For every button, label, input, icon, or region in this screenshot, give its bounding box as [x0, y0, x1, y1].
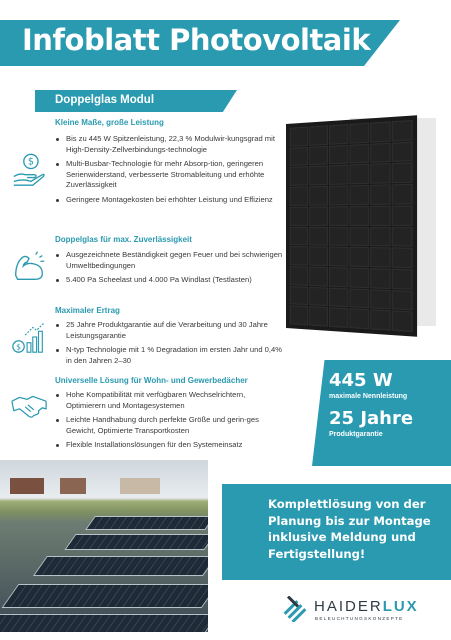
list-item: Hohe Kompatibilität mit verfügbaren Wechselrichtern, Optimierern und Montagesystemen — [55, 390, 285, 411]
promo-text: Komplettlösung von der Planung bis zur Montage inklusive Meldung und Fertigstellung! — [268, 497, 431, 561]
logo-wordmark — [314, 598, 419, 615]
svg-text:$: $ — [16, 342, 21, 352]
logo-name-part1: HAIDER — [314, 598, 383, 615]
list-item: 25 Jahre Produktgarantie auf die Verarbeitung und 30 Jahre Leistungsgarantie — [55, 320, 285, 341]
list-item: N-typ Technologie mit 1 % Degradation im ersten Jahr und 0,4% in den Jahren 2–30 — [55, 345, 285, 366]
hand-money-icon — [10, 150, 48, 188]
section-title-yield: Maximaler Ertrag — [55, 306, 120, 315]
pv-row — [0, 614, 208, 632]
rooftop-photo — [0, 460, 208, 632]
section-list-reliability — [55, 250, 285, 290]
strong-arm-icon — [10, 247, 48, 285]
list-item: Flexible Installationslösungen für den Systemeinsatz — [55, 440, 285, 451]
power-label: maximale Nennleistung — [329, 393, 408, 400]
list-item: Leichte Handhabung durch perfekte Größe und gerin-ges Gewicht, Optimierte Transportkosten — [55, 415, 285, 436]
pv-row — [2, 584, 208, 608]
page-title: Infoblatt Photovoltaik — [22, 23, 371, 57]
list-item: 5.400 Pa Scheelast und 4.000 Pa Windlast (Testlasten) — [55, 275, 285, 286]
section-list-size-power — [55, 134, 285, 210]
solar-panel-image — [286, 115, 417, 336]
warranty-value: 25 Jahre — [329, 408, 414, 429]
section-title-reliability: Doppelglas für max. Zuverlässigkeit — [55, 235, 192, 244]
section-title-universal: Universelle Lösung für Wohn- und Gewerbedächer — [55, 376, 248, 385]
pv-row — [33, 556, 208, 576]
house — [10, 478, 44, 494]
logo-tagline: BELEUCHTUNGSKONZEPTE — [315, 616, 404, 621]
pv-row — [85, 516, 208, 530]
warranty-label: Produktgarantie — [329, 431, 383, 438]
handshake-icon — [10, 386, 48, 424]
power-value: 445 W — [329, 370, 393, 391]
logo-name-part2: LUX — [382, 598, 419, 615]
section-list-universal — [55, 390, 285, 455]
section-title-size-power: Kleine Maße, große Leistung — [55, 118, 164, 127]
house — [120, 478, 160, 494]
house — [60, 478, 86, 494]
list-item: Geringere Montagekosten bei erhöhter Leistung und Effizienz — [55, 195, 285, 206]
list-item: Bis zu 445 W Spitzenleistung, 22,3 % Modulwir-kungsgrad mit High-Density-Zellverbindungs-technologie — [55, 134, 285, 155]
list-item: Multi-Busbar-Technologie für mehr Absorp-tion, geringeren Serienwiderstand, verbesserte Stromableitung und erhöhte Zuverlässigkeit — [55, 159, 285, 191]
section-list-yield — [55, 320, 285, 370]
haiderlux-logo-icon — [282, 596, 308, 622]
svg-text:$: $ — [27, 156, 34, 168]
pv-row — [64, 534, 208, 550]
growth-chart-icon — [10, 318, 48, 356]
subheader-title: Doppelglas Modul — [55, 94, 155, 106]
list-item: Ausgezeichnete Beständigkeit gegen Feuer und bei schwierigen Umweltbedingungen — [55, 250, 285, 271]
